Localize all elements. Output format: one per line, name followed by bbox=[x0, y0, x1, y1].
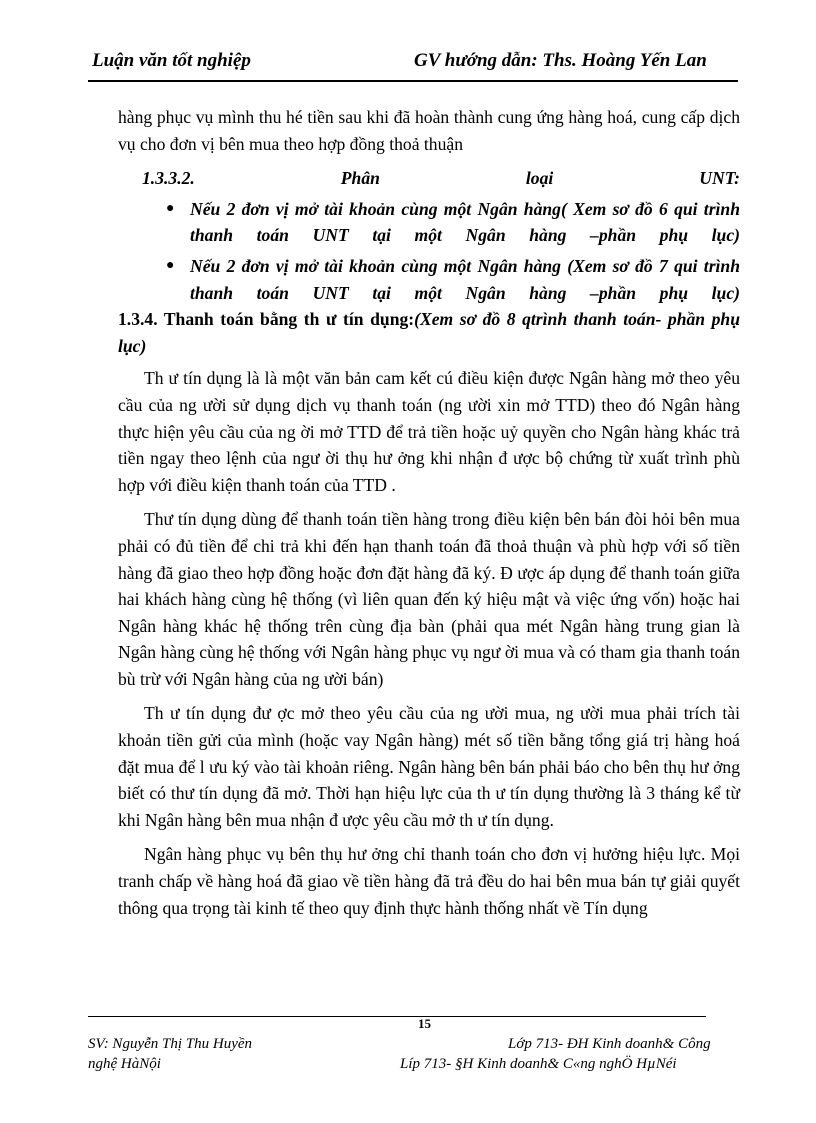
page-number: 15 bbox=[418, 1016, 431, 1031]
subheading-1-3-3-2 bbox=[118, 165, 740, 192]
page-body bbox=[118, 104, 740, 921]
footer-class-garbled: Líp 713- §H Kinh doanh& C«ng nghÖ HµNéi bbox=[400, 1056, 677, 1072]
footer-class: Lớp 713- ĐH Kinh doanh& Công bbox=[508, 1036, 711, 1052]
body-paragraph: Th ư tín dụng đư ợc mở theo yêu cầu của ng ười mua, ng ười mua phải trích tài khoản tiền gửi của mình (hoặc vay Ngân hàng) mét số tiền bằng tổng giá trị hàng hoá đặt mua để l ưu ký vào tài khoản riêng. Ngân hàng bên bán phải báo cho bên thụ hư ởng biết có thư tín dụng đã mở. Thời hạn hiệu lực của th ư tín dụng thường là 3 tháng kể từ khi Ngân hàng bên mua nhận đ ược yêu cầu mở th ư tín dụng. bbox=[118, 703, 740, 830]
bullet-dot-icon: ● bbox=[166, 200, 175, 216]
header-thesis-title: Luận văn tốt nghiệp bbox=[92, 50, 251, 71]
bullet-dot-icon: ● bbox=[166, 257, 175, 273]
footer-rule bbox=[88, 1016, 706, 1017]
continued-paragraph: hàng phục vụ mình thu hé tiền sau khi đã hoàn thành cung ứng hàng hoá, cung cấp dịch vụ cho đơn vị bên mua theo hợp đồng thoả thuận bbox=[118, 107, 740, 154]
footer-student: SV: Nguyễn Thị Thu Huyền bbox=[88, 1036, 253, 1052]
body-paragraph: Th ư tín dụng là là một văn bản cam kết cú điều kiện được Ngân hàng mở theo yêu cầu của ng ười sử dụng dịch vụ thanh toán (ng ười xin mở TTD) theo đó Ngân hàng thực hiện yêu cầu của ng ời mở TTD để trả tiền hoặc uỷ quyền cho Ngân hàng khác trả tiền ngay theo lệnh của ngư ời thụ hư ởng khi nhận đ ược bộ chứng từ xuất trình phù hợp với điều kiện thanh toán của TTD . bbox=[118, 368, 740, 495]
subheading-word-2: loại bbox=[525, 168, 554, 189]
bullet-text: Nếu 2 đơn vị mở tài khoản cùng một Ngân hàng( Xem sơ đồ 6 qui trình thanh toán UNT tại một Ngân hàng –phần phụ lục) bbox=[190, 198, 740, 246]
header-rule bbox=[88, 80, 738, 82]
body-paragraph: Thư tín dụng dùng để thanh toán tiền hàng trong điều kiện bên bán đòi hỏi bên mua phải có đủ tiền để chi trả khi đến hạn thanh toán đã thoả thuận và phù hợp với số tiền hàng đã giao theo hợp đồng hoặc đơn đặt hàng đã ký. Đ ược áp dụng để thanh toán giữa hai khách hàng cùng hệ thống (vì liên quan đến ký hiệu mật và việc ứng vốn) hoặc hai Ngân hàng khác hệ thống trên cùng địa bàn (phải qua mét Ngân hàng trung gian là Ngân hàng cùng hệ thống với Ngân hàng phục vụ ngư ời mua và có tham gia thanh toán bù trừ với Ngân hàng của ng ười bán) bbox=[118, 509, 740, 689]
header-advisor: GV hướng dẫn: Ths. Hoàng Yến Lan bbox=[414, 50, 707, 71]
section-title: 1.3.4. Thanh toán bằng th ư tín dụng: bbox=[118, 309, 415, 330]
bullet-list bbox=[118, 196, 740, 306]
footer-student-cont: nghệ HàNội bbox=[88, 1056, 161, 1072]
body-paragraph: Ngân hàng phục vụ bên thụ hư ởng chỉ thanh toán cho đơn vị hưởng hiệu lực. Mọi tranh chấp về hàng hoá đã giao về tiền hàng đã trả đều do hai bên mua bán tự giải quyết thông qua trọng tài kinh tế theo quy định thực hành thống nhất về Tín dụng bbox=[118, 844, 740, 918]
subheading-word-1: Phân bbox=[340, 168, 380, 189]
bullet-item bbox=[118, 253, 740, 306]
subheading-word-3: UNT: bbox=[699, 168, 740, 189]
bullet-text: Nếu 2 đơn vị mở tài khoản cùng một Ngân hàng (Xem sơ đồ 7 qui trình thanh toán UNT tại một Ngân hàng –phần phụ lục) bbox=[190, 255, 740, 303]
bullet-item bbox=[118, 196, 740, 249]
section-note: (Xem sơ đồ 8 qtrình thanh toán- phần phụ lục) bbox=[118, 309, 741, 356]
section-heading-1-3-4 bbox=[118, 306, 740, 359]
subheading-number: 1.3.3.2. bbox=[142, 168, 195, 189]
